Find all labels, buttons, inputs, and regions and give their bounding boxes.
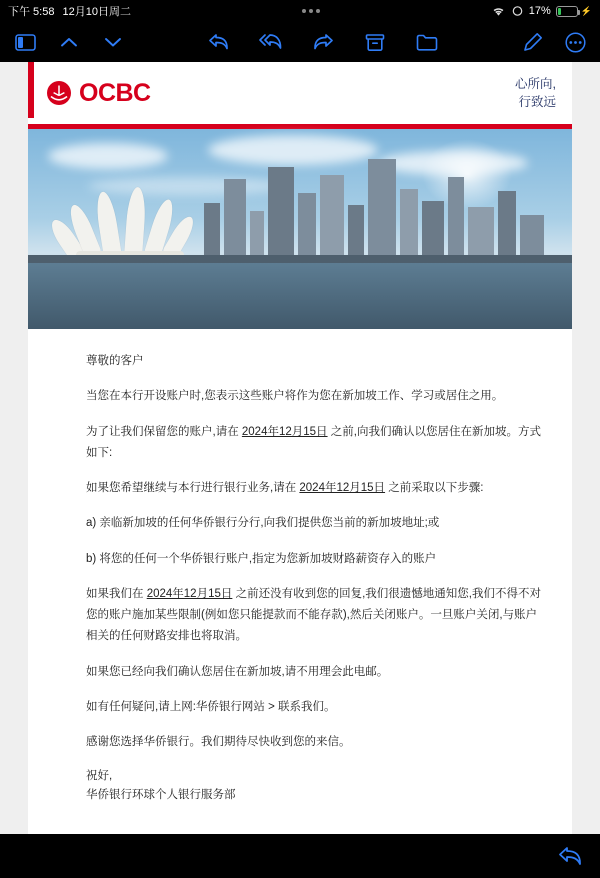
more-options-icon[interactable] — [564, 31, 586, 53]
singapore-marina-bay-photo — [28, 129, 572, 329]
signature-line: 华侨银行环球个人银行服务部 — [86, 788, 236, 801]
status-bar — [0, 0, 600, 22]
signature-block — [86, 767, 546, 804]
building — [320, 175, 344, 263]
forward-icon[interactable] — [312, 31, 334, 53]
reply-icon[interactable] — [560, 845, 582, 867]
wifi-icon — [491, 6, 506, 17]
sidebar-toggle-icon[interactable] — [14, 31, 36, 53]
building — [204, 203, 220, 263]
ocbc-ship-icon — [46, 80, 72, 106]
chevron-up-icon[interactable] — [58, 31, 80, 53]
paragraph-1: 当您在本行开设账户时,您表示这些账户将作为您在新加坡工作、学习或居住之用。 — [86, 390, 504, 403]
paragraph-3: 如果您希望继续与本行进行银行业务,请在 2024年12月15日 之前采取以下步骤: — [86, 482, 484, 495]
signal-icon — [511, 6, 524, 16]
tagline-line-2: 行致远 — [518, 95, 556, 109]
building — [224, 179, 246, 263]
email-body — [28, 329, 572, 834]
status-bar-left — [8, 3, 131, 19]
mail-toolbar — [0, 22, 600, 62]
cloud — [208, 135, 378, 165]
marina-bay-water — [28, 263, 572, 329]
paragraph-7: 感谢您选择华侨银行。我们期待尽快收到您的来信。 — [86, 736, 351, 749]
paragraph-5: 如果您已经向我们确认您居住在新加坡,请不用理会此电邮。 — [86, 665, 389, 678]
building — [368, 159, 396, 263]
building — [422, 201, 444, 263]
brand-tagline — [515, 75, 556, 111]
archive-icon[interactable] — [364, 31, 386, 53]
brand-accent-bar — [28, 62, 34, 118]
closing-line: 祝好, — [86, 770, 113, 783]
status-date: 12月10日周二 — [62, 6, 131, 18]
option-a: a) 亲临新加坡的任何华侨银行分行,向我们提供您当前的新加坡地址;或 — [86, 517, 440, 530]
building — [400, 189, 418, 263]
status-time: 下午 5:58 — [8, 6, 55, 18]
tagline-line-1: 心所向, — [515, 77, 556, 91]
status-bar-right — [491, 5, 592, 17]
building — [498, 191, 516, 263]
recording-dots-icon — [302, 9, 320, 13]
cloud — [378, 151, 528, 175]
reply-icon[interactable] — [208, 31, 230, 53]
option-b: b) 将您的任何一个华侨银行账户,指定为您新加坡财路薪资存入的账户 — [86, 552, 437, 565]
paragraph-4: 如果我们在 2024年12月15日 之前还没有收到您的回复,我们很遗憾地通知您,我们不得不对您的账户施加某些限制(例如您只能提款而不能存款),然后关闭账户。一旦账户关闭,与账户相关的任何财路安排也将取消。 — [86, 587, 541, 643]
paragraph-2: 为了让我们保留您的账户,请在 2024年12月15日 之前,向我们确认以您居住在新加坡。方式如下: — [86, 425, 541, 459]
toolbar-right-group — [522, 31, 586, 53]
building — [448, 177, 464, 263]
toolbar-left-group — [14, 31, 124, 53]
email-brand-header — [28, 62, 572, 124]
status-bar-center — [131, 9, 491, 13]
compose-icon[interactable] — [522, 31, 544, 53]
move-to-folder-icon[interactable] — [416, 31, 438, 53]
charging-bolt-icon: ⚡ — [580, 5, 592, 16]
ocbc-logo — [28, 79, 151, 108]
ocbc-wordmark: OCBC — [79, 78, 151, 107]
battery-percent-label: 17% — [528, 5, 551, 17]
artscience-museum — [70, 185, 190, 257]
battery-icon — [556, 6, 578, 17]
mail-viewer[interactable] — [0, 62, 600, 834]
building — [298, 193, 316, 263]
cloud — [48, 143, 168, 169]
bottom-action-bar — [0, 834, 600, 878]
paragraph-6: 如有任何疑问,请上网:华侨银行网站 > 联系我们。 — [86, 700, 336, 713]
salutation: 尊敬的客户 — [86, 355, 144, 367]
toolbar-actions-group — [124, 31, 522, 53]
waterfront-promenade — [28, 255, 572, 263]
chevron-down-icon[interactable] — [102, 31, 124, 53]
building — [268, 167, 294, 263]
email-document — [28, 62, 572, 834]
reply-all-icon[interactable] — [260, 31, 282, 53]
